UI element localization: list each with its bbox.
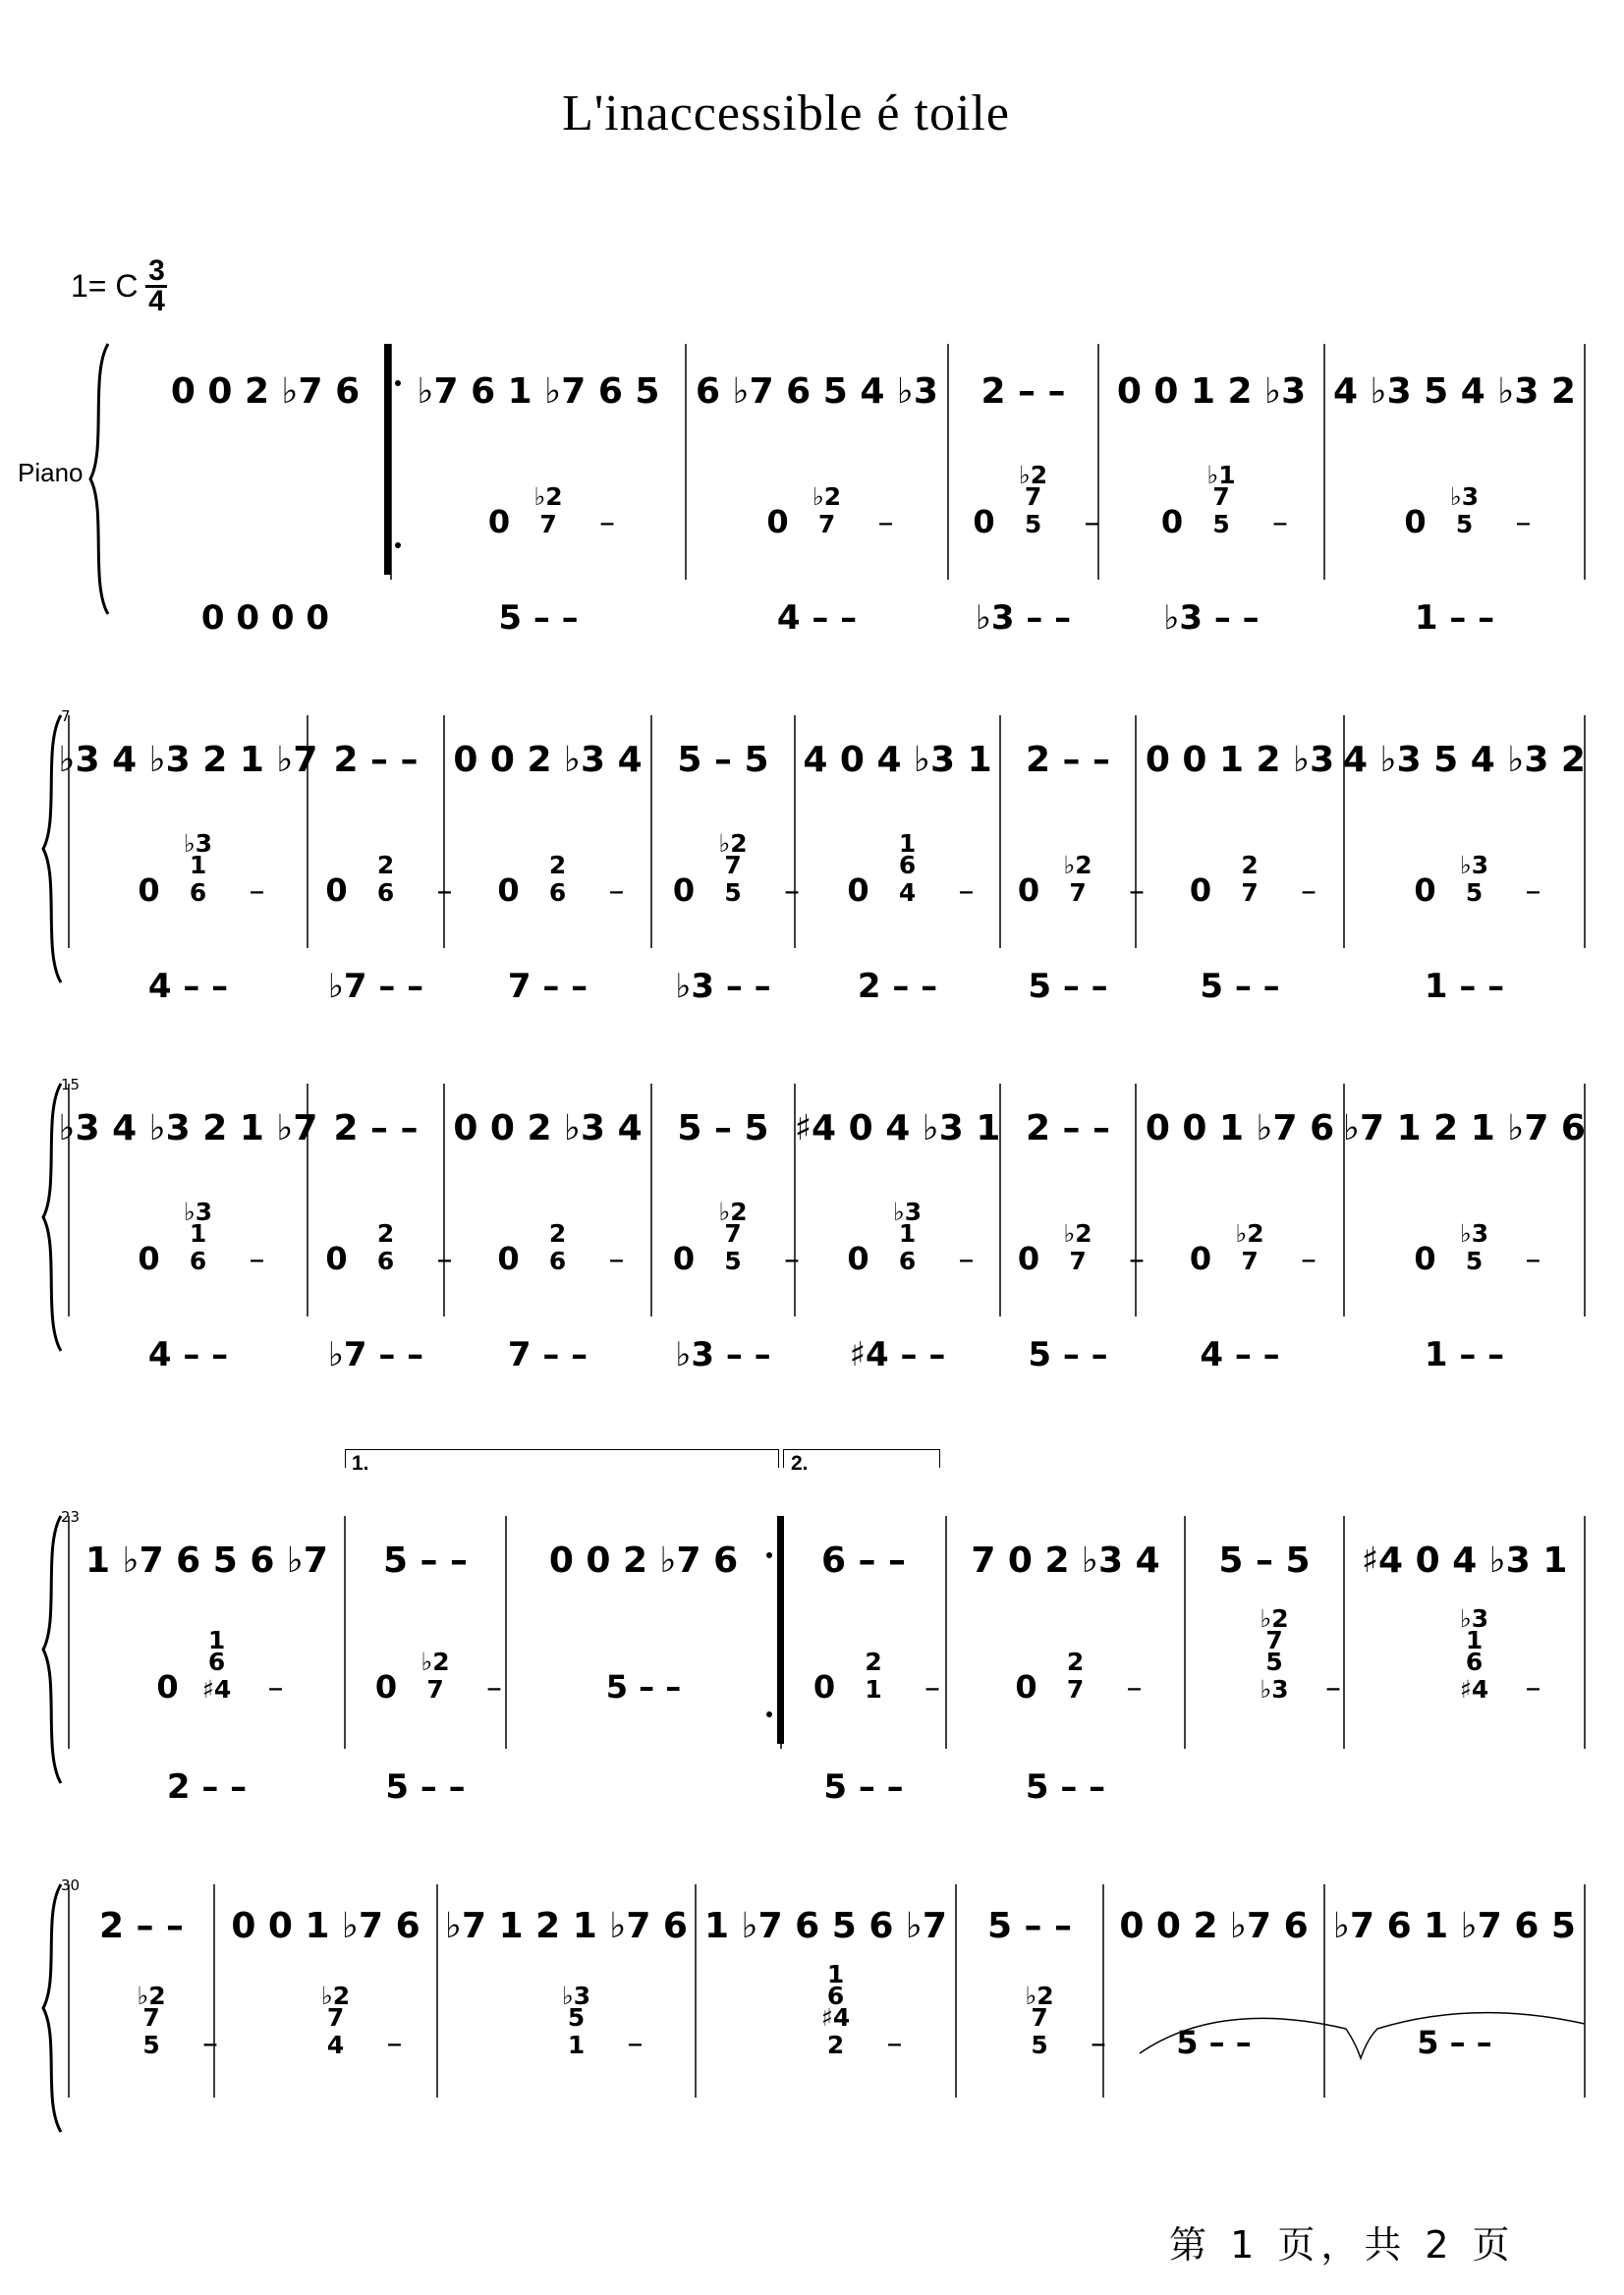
middle-notes-dash: – bbox=[1301, 1240, 1316, 1277]
middle-notes-dash: – bbox=[1129, 1240, 1145, 1277]
middle-notes-rest: 0 bbox=[847, 1240, 869, 1277]
middle-notes-note: 2 bbox=[548, 851, 567, 879]
middle-notes-note: 6 bbox=[548, 878, 567, 907]
middle-notes-note: ♭2 bbox=[1063, 1219, 1092, 1248]
lower-notes: 1 – – bbox=[1424, 1335, 1505, 1374]
upper-notes: 1 ♭7 6 5 6 ♭7 bbox=[704, 1906, 947, 1946]
middle-notes-note: ♭2 bbox=[718, 1198, 748, 1226]
middle-notes-note: ♭3 bbox=[1459, 1219, 1489, 1248]
middle-notes-note: 1 bbox=[1465, 1626, 1484, 1654]
upper-notes: ♭7 6 1 ♭7 6 5 bbox=[417, 371, 660, 412]
middle-notes-note: 1 bbox=[567, 2031, 586, 2059]
middle-notes-note: 7 bbox=[1212, 482, 1230, 511]
middle-notes-note: 5 bbox=[1024, 510, 1042, 538]
middle-notes-note: ♭2 bbox=[1025, 1982, 1054, 2010]
upper-notes: 6 – – bbox=[820, 1540, 907, 1581]
middle-notes-rest: 0 bbox=[1189, 871, 1212, 909]
middle-notes-note: 1 bbox=[189, 851, 207, 879]
lower-notes: 5 – – bbox=[1028, 967, 1108, 1006]
middle-notes-rest: 0 bbox=[497, 871, 520, 909]
upper-notes: 5 – 5 bbox=[677, 1108, 769, 1148]
middle-notes-rest: 0 bbox=[672, 1240, 696, 1277]
middle-notes: 5 – – bbox=[1176, 2024, 1252, 2061]
time-signature-top: 3 bbox=[148, 254, 165, 287]
middle-notes-note: 7 bbox=[1241, 1247, 1259, 1275]
middle-notes-dash: – bbox=[1525, 871, 1541, 909]
measure-number: 7 bbox=[61, 707, 71, 725]
middle-notes-note: 6 bbox=[376, 1247, 395, 1275]
middle-notes-note: 5 bbox=[1031, 2031, 1048, 2059]
middle-notes-note: 1 bbox=[898, 1219, 917, 1248]
middle-notes-dash: – bbox=[958, 1240, 975, 1277]
measure-number: 30 bbox=[61, 1876, 81, 1894]
middle-notes-note: ♭3 bbox=[1459, 1604, 1489, 1633]
middle-notes-rest: 0 bbox=[1189, 1240, 1212, 1277]
middle-notes-dash: – bbox=[436, 1240, 453, 1277]
middle-notes-dash: – bbox=[249, 1240, 265, 1277]
upper-notes: 4 ♭3 5 4 ♭3 2 bbox=[1333, 371, 1576, 412]
upper-notes: ♭3 4 ♭3 2 1 ♭7 bbox=[58, 740, 318, 780]
volta-bracket-1 bbox=[345, 1449, 779, 1468]
lower-notes: 4 – – bbox=[147, 1335, 229, 1374]
system-4-brace bbox=[43, 1516, 61, 1783]
middle-notes-rest: 0 bbox=[1414, 1240, 1436, 1277]
middle-notes-note: ♭3 bbox=[892, 1198, 923, 1226]
middle-notes-rest: 0 bbox=[1414, 871, 1436, 909]
middle-notes-note: ♭2 bbox=[812, 482, 842, 511]
upper-notes: 2 – – bbox=[98, 1906, 185, 1946]
middle-notes-dash: – bbox=[608, 1240, 625, 1277]
middle-notes-dash: – bbox=[877, 503, 894, 540]
middle-notes-note: 6 bbox=[207, 1648, 226, 1676]
upper-notes: 0 0 2 ♭3 4 bbox=[453, 1108, 643, 1148]
upper-notes: 4 ♭3 5 4 ♭3 2 bbox=[1343, 740, 1586, 780]
middle-notes-rest: 0 bbox=[1017, 1240, 1040, 1277]
middle-notes-rest: 0 bbox=[325, 871, 348, 909]
upper-notes: 5 – – bbox=[986, 1906, 1073, 1946]
middle-notes-note: 7 bbox=[142, 2003, 160, 2032]
upper-notes: 0 0 2 ♭7 6 bbox=[1119, 1906, 1309, 1946]
page-footer: 第 1 页，共 2 页 bbox=[1169, 2223, 1516, 2267]
middle-notes-note: ♭3 bbox=[1260, 1675, 1289, 1704]
middle-notes-note: ♭1 bbox=[1206, 461, 1236, 489]
middle-notes-note: 7 bbox=[1031, 2003, 1048, 2032]
middle-notes-rest: 0 bbox=[138, 1240, 160, 1277]
middle-notes-dash: – bbox=[202, 2024, 218, 2061]
middle-notes-note: ♭2 bbox=[1260, 1604, 1289, 1633]
middle-notes-note: 5 bbox=[724, 878, 742, 907]
upper-notes: 5 – 5 bbox=[1218, 1540, 1311, 1581]
upper-notes: 2 – – bbox=[980, 371, 1066, 412]
repeat-dot bbox=[395, 380, 401, 386]
middle-notes-note: 7 bbox=[724, 851, 742, 879]
lower-notes: ♭3 – – bbox=[675, 1335, 771, 1374]
middle-notes-note: 1 bbox=[826, 1960, 845, 1988]
middle-notes-note: 7 bbox=[817, 510, 836, 538]
middle-notes-note: 5 bbox=[1465, 1247, 1484, 1275]
lower-notes: 7 – – bbox=[507, 967, 588, 1006]
middle-notes-note: 7 bbox=[1241, 878, 1259, 907]
middle-notes-note: ♭3 bbox=[183, 1198, 213, 1226]
upper-notes: 2 – – bbox=[333, 1108, 419, 1148]
middle-notes-note: 5 bbox=[1265, 1648, 1283, 1676]
lower-notes: 4 – – bbox=[147, 967, 229, 1006]
upper-notes: 2 – – bbox=[1025, 1108, 1111, 1148]
upper-notes: 4 0 4 ♭3 1 bbox=[803, 740, 992, 780]
middle-notes-rest: 0 bbox=[812, 1668, 836, 1706]
middle-notes-rest: 0 bbox=[487, 503, 511, 540]
key-signature: 1= C bbox=[71, 268, 139, 304]
middle-notes-note: ♭2 bbox=[137, 1982, 166, 2010]
middle-notes-dash: – bbox=[924, 1668, 940, 1706]
middle-notes-note: 6 bbox=[898, 1247, 917, 1275]
lower-notes: ♭3 – – bbox=[675, 967, 771, 1006]
lower-notes: 5 – – bbox=[1025, 1767, 1106, 1807]
middle-notes-dash: – bbox=[784, 871, 800, 909]
middle-notes-note: 2 bbox=[826, 2031, 845, 2059]
upper-notes: 0 0 1 ♭7 6 bbox=[1145, 1108, 1335, 1148]
middle-notes-dash: – bbox=[1084, 503, 1100, 540]
middle-notes-note: 6 bbox=[189, 1247, 207, 1275]
middle-notes-rest: 0 bbox=[1015, 1668, 1037, 1706]
upper-notes: 2 – – bbox=[1025, 740, 1111, 780]
upper-notes: 0 0 1 2 ♭3 bbox=[1116, 371, 1307, 412]
lower-notes: 2 – – bbox=[857, 967, 938, 1006]
middle-notes-note: ♭3 bbox=[1459, 851, 1489, 879]
lower-notes: 5 – – bbox=[385, 1767, 466, 1807]
system-5-brace bbox=[43, 1884, 61, 2132]
measure-number: 15 bbox=[61, 1076, 81, 1093]
upper-notes: 2 – – bbox=[333, 740, 419, 780]
middle-notes-note: ♭2 bbox=[1018, 461, 1048, 489]
middle-notes-note: ♭2 bbox=[718, 829, 748, 858]
middle-notes-dash: – bbox=[958, 871, 975, 909]
middle-notes-dash: – bbox=[386, 2024, 403, 2061]
middle-notes-dash: – bbox=[1272, 503, 1288, 540]
time-signature-bottom: 4 bbox=[148, 285, 165, 317]
upper-notes: 7 0 2 ♭3 4 bbox=[971, 1540, 1160, 1581]
upper-notes: 1 ♭7 6 5 6 ♭7 bbox=[85, 1540, 328, 1581]
middle-notes-note: 7 bbox=[724, 1219, 742, 1248]
middle-notes-rest: 0 bbox=[325, 1240, 348, 1277]
repeat-dot bbox=[395, 542, 401, 548]
middle-notes-dash: – bbox=[1525, 1240, 1541, 1277]
measure-number: 23 bbox=[61, 1508, 81, 1526]
middle-notes-note: 2 bbox=[865, 1648, 882, 1676]
middle-notes-note: 6 bbox=[826, 1982, 845, 2010]
upper-notes: ♭3 4 ♭3 2 1 ♭7 bbox=[58, 1108, 318, 1148]
middle-notes-note: 2 bbox=[376, 851, 395, 879]
lower-notes: 4 – – bbox=[776, 598, 858, 638]
middle-notes-dash: – bbox=[1126, 1668, 1143, 1706]
lower-notes: 0 0 0 0 bbox=[200, 598, 330, 638]
middle-notes-note: 5 bbox=[142, 2031, 160, 2059]
middle-notes-dash: – bbox=[1301, 871, 1316, 909]
lower-notes: ♭7 – – bbox=[327, 967, 424, 1006]
middle-notes-note: 7 bbox=[426, 1675, 444, 1704]
system-1-brace bbox=[90, 344, 108, 614]
lower-notes: 5 – – bbox=[1200, 967, 1280, 1006]
middle-notes-rest: 0 bbox=[138, 871, 160, 909]
middle-notes-rest: 0 bbox=[156, 1668, 179, 1706]
middle-notes-note: ♭2 bbox=[533, 482, 563, 511]
upper-notes: 0 0 1 ♭7 6 bbox=[231, 1906, 420, 1946]
middle-notes-note: 5 bbox=[1465, 878, 1484, 907]
repeat-end-barline bbox=[777, 1516, 784, 1744]
middle-notes-dash: – bbox=[249, 871, 265, 909]
instrument-label: Piano bbox=[18, 458, 84, 487]
lower-notes: 2 – – bbox=[166, 1767, 248, 1807]
middle-notes-rest: 0 bbox=[497, 1240, 520, 1277]
lower-notes: 1 – – bbox=[1424, 967, 1505, 1006]
lower-notes: ♭3 – – bbox=[975, 598, 1072, 638]
middle-notes-dash: – bbox=[436, 871, 453, 909]
middle-notes-note: 1 bbox=[207, 1626, 226, 1654]
middle-notes-dash: – bbox=[1325, 1668, 1341, 1706]
middle-notes-note: 1 bbox=[189, 1219, 207, 1248]
volta-number-2: 2. bbox=[791, 1452, 809, 1475]
middle-notes-dash: – bbox=[599, 503, 615, 540]
repeat-dot bbox=[766, 1711, 772, 1717]
middle-notes-dash: – bbox=[886, 2024, 903, 2061]
repeat-dot bbox=[766, 1552, 772, 1558]
upper-notes: 6 ♭7 6 5 4 ♭3 bbox=[696, 371, 938, 412]
upper-notes: ♯4 0 4 ♭3 1 bbox=[1361, 1540, 1568, 1581]
middle-notes-dash: – bbox=[1091, 2024, 1106, 2061]
lower-notes: 5 – – bbox=[823, 1767, 904, 1807]
middle-notes-note: 5 bbox=[724, 1247, 742, 1275]
middle-notes-rest: 0 bbox=[374, 1668, 398, 1706]
middle-notes-note: 2 bbox=[548, 1219, 567, 1248]
lower-notes: ♯4 – – bbox=[849, 1335, 946, 1374]
middle-notes-note: 7 bbox=[1066, 1675, 1085, 1704]
middle-notes-note: ♭2 bbox=[420, 1648, 450, 1676]
middle-notes-note: 6 bbox=[548, 1247, 567, 1275]
middle-notes-rest: 0 bbox=[672, 871, 696, 909]
lower-notes: 5 – – bbox=[1028, 1335, 1108, 1374]
middle-notes-dash: – bbox=[608, 871, 625, 909]
middle-notes-dash: – bbox=[1515, 503, 1532, 540]
middle-notes-note: 4 bbox=[326, 2031, 345, 2059]
middle-notes-note: 6 bbox=[376, 878, 395, 907]
middle-notes-note: 5 bbox=[567, 2003, 586, 2032]
middle-notes-note: ♭2 bbox=[1063, 851, 1092, 879]
middle-notes-note: 7 bbox=[1069, 1247, 1087, 1275]
upper-notes: 5 – 5 bbox=[677, 740, 769, 780]
upper-notes: 0 0 2 ♭3 4 bbox=[453, 740, 643, 780]
middle-notes-note: 6 bbox=[898, 851, 917, 879]
lower-notes: ♭7 – – bbox=[327, 1335, 424, 1374]
middle-notes-rest: 0 bbox=[973, 503, 995, 540]
middle-notes-note: 5 bbox=[1455, 510, 1474, 538]
upper-notes: 0 0 2 ♭7 6 bbox=[548, 1540, 739, 1581]
middle-notes-note: ♯4 bbox=[1459, 1675, 1489, 1704]
lower-notes: ♭3 – – bbox=[1163, 598, 1260, 638]
middle-notes-note: ♭3 bbox=[561, 1982, 591, 2010]
middle-notes-note: 7 bbox=[1024, 482, 1042, 511]
middle-notes-rest: 0 bbox=[1404, 503, 1427, 540]
middle-notes-note: 1 bbox=[865, 1675, 882, 1704]
lower-notes: 7 – – bbox=[507, 1335, 588, 1374]
score-title: L'inaccessible é toile bbox=[562, 85, 1010, 141]
middle-notes-dash: – bbox=[486, 1668, 502, 1706]
middle-notes-note: ♭2 bbox=[1235, 1219, 1264, 1248]
middle-notes-note: ♭3 bbox=[183, 829, 213, 858]
middle-notes-rest: 0 bbox=[1160, 503, 1184, 540]
middle-notes-note: 2 bbox=[1241, 851, 1259, 879]
upper-notes: ♭7 1 2 1 ♭7 6 bbox=[1343, 1108, 1586, 1148]
lower-notes: 5 – – bbox=[498, 598, 579, 638]
middle-notes-note: ♭3 bbox=[1449, 482, 1480, 511]
middle-notes-note: 7 bbox=[1069, 878, 1087, 907]
middle-notes-rest: 0 bbox=[766, 503, 789, 540]
upper-notes: 0 0 1 2 ♭3 bbox=[1145, 740, 1335, 780]
middle-notes-note: ♯4 bbox=[820, 2003, 851, 2032]
volta-number-1: 1. bbox=[352, 1452, 369, 1475]
middle-notes-note: 7 bbox=[539, 510, 557, 538]
upper-notes: 5 – – bbox=[382, 1540, 469, 1581]
upper-notes: ♯4 0 4 ♭3 1 bbox=[794, 1108, 1001, 1148]
middle-notes-rest: 0 bbox=[1017, 871, 1040, 909]
lower-notes: 4 – – bbox=[1200, 1335, 1280, 1374]
middle-notes-note: 7 bbox=[1265, 1626, 1283, 1654]
lower-notes: 1 – – bbox=[1414, 598, 1495, 638]
middle-notes-note: 2 bbox=[376, 1219, 395, 1248]
repeat-start-barline bbox=[384, 344, 391, 575]
upper-notes: 0 0 2 ♭7 6 bbox=[170, 371, 361, 412]
middle-notes-note: ♯4 bbox=[201, 1675, 232, 1704]
middle-notes: 5 – – bbox=[1417, 2024, 1492, 2061]
middle-notes-note: 1 bbox=[898, 829, 917, 858]
middle-notes-note: 5 bbox=[1212, 510, 1230, 538]
middle-notes-dash: – bbox=[627, 2024, 644, 2061]
upper-notes: ♭7 1 2 1 ♭7 6 bbox=[445, 1906, 688, 1946]
middle-notes-note: 4 bbox=[898, 878, 917, 907]
middle-notes-note: 2 bbox=[1066, 1648, 1085, 1676]
upper-notes: ♭7 6 1 ♭7 6 5 bbox=[1333, 1906, 1576, 1946]
middle-notes-dash: – bbox=[1129, 871, 1145, 909]
middle-notes-note: 6 bbox=[189, 878, 207, 907]
middle-notes: 5 – – bbox=[605, 1668, 682, 1706]
middle-notes-note: 7 bbox=[326, 2003, 345, 2032]
middle-notes-note: 6 bbox=[1465, 1648, 1484, 1676]
middle-notes-dash: – bbox=[1525, 1668, 1541, 1706]
middle-notes-dash: – bbox=[784, 1240, 800, 1277]
middle-notes-dash: – bbox=[267, 1668, 284, 1706]
middle-notes-note: ♭2 bbox=[320, 1982, 351, 2010]
middle-notes-rest: 0 bbox=[847, 871, 869, 909]
